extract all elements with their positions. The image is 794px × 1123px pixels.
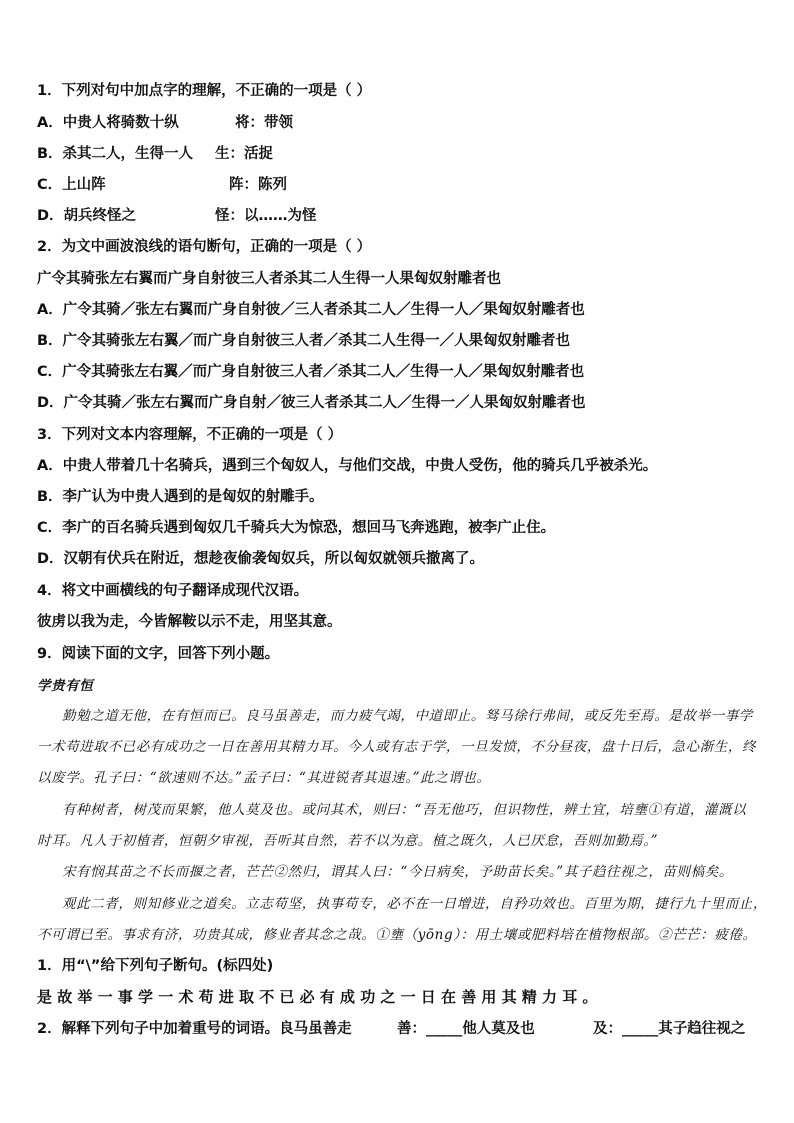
q2-option-b: B．广令其骑张左右翼／而广身自射彼三人者／杀其二人生得一／人果匈奴射雕者也 [37, 333, 571, 349]
sub2-line [37, 1020, 746, 1038]
sub2-stem: 2．解释下列句子中加着重号的词语。良马虽善走 [37, 1021, 352, 1037]
passage-p4-line1: 观此二者，则知修业之道矣。立志苟坚，执事苟专，必不在一日增进，自矜功效也。百里为期，捷行九十里而止， [62, 896, 767, 912]
q3-option-a: A．中贵人带着几十名骑兵，遇到三个匈奴人，与他们交战，中贵人受伤，他的骑兵几乎被杀光。 [37, 458, 658, 474]
passage-p3-line1: 宋有悯其苗之不长而揠之者，芒芒②然归，谓其人曰：“今日病矣，予助苗长矣。”其子趋往视之，苗则槁矣。 [62, 864, 733, 880]
q3-option-c: C．李广的百名骑兵遇到匈奴几千骑兵大为惊恐，想回马飞奔逃跑，被李广止住。 [37, 520, 556, 536]
q2-sentence: 广令其骑张左右翼而广身自射彼三人者杀其二人生得一人果匈奴射雕者也 [37, 271, 501, 287]
passage-title: 学贵有恒 [37, 678, 94, 694]
passage-p1-line2: 一术苟进取不已必有成功之一日在善用其精力耳。今人或有志于学，一旦发愤，不分昼夜，盘十日后，急心渐生，终 [37, 739, 757, 755]
sub1-stem: 1．用“\”给下列句子断句。(标四处) [37, 958, 274, 974]
passage-p1-line3: 以废学。孔子曰：“欲速则不达。”孟子曰：“其进锐者其退速。”此之谓也。 [37, 770, 491, 786]
q1-option-b-gloss: 生：活捉 [215, 146, 273, 162]
q4-sentence: 彼虏以我为走，今皆解鞍以示不走，用坚其意。 [37, 614, 342, 630]
q1-option-a-text: A．中贵人将骑数十纵 [37, 115, 179, 131]
q1-option-c [37, 176, 287, 194]
passage-p2-line2: 时耳。凡人于初植者，恒朝夕审视，吾听其自然，若不以为意。植之既久，人已厌怠，吾则加勤焉。” [37, 833, 659, 849]
sub2-part-b: 善：_____他人莫及也 [397, 1021, 535, 1037]
passage-p2-line1: 有种树者，树茂而果繁，他人莫及也。或问其术，则曰：“吾无他巧，但识物性，辨土宜，培壅①有道，灌溉以 [62, 802, 747, 818]
q9-stem: 9．阅读下面的文字，回答下列小题。 [37, 646, 280, 662]
q1-option-a-gloss: 将：带领 [235, 115, 293, 131]
passage-p1-line1: 勤勉之道无他，在有恒而已。良马虽善走，而力疲气竭，中道即止。驽马徐行弗间，或反先至焉。是故举一事学 [62, 708, 753, 724]
q3-option-d: D．汉朝有伏兵在附近，想趁夜偷袭匈奴兵，所以匈奴就领兵撤离了。 [37, 551, 485, 567]
sub2-part-c: 及：_____其子趋往视之 [593, 1021, 746, 1037]
q1-option-b-text: B．杀其二人，生得一人 [37, 146, 194, 162]
q3-option-b: B．李广认为中贵人遇到的是匈奴的射雕手。 [37, 489, 324, 505]
q2-option-d: D．广令其骑／张左右翼而广身自射／彼三人者杀其二人／生得一／人果匈奴射雕者也 [37, 395, 586, 411]
q3-stem: 3．下列对文本内容理解，不正确的一项是（ ） [37, 427, 343, 443]
q1-option-b [37, 145, 273, 163]
q2-option-c: C．广令其骑张左右翼／而广身自射彼三人者／杀其二人／生得一人／果匈奴射雕者也 [37, 364, 585, 380]
q1-option-d-gloss: 怪：以……为怪 [215, 208, 317, 224]
q1-stem: 1．下列对句中加点字的理解，不正确的一项是（ ） [37, 83, 372, 99]
q2-option-a: A．广令其骑／张左右翼而广身自射彼／三人者杀其二人／生得一人／果匈奴射雕者也 [37, 302, 585, 318]
q4-stem: 4．将文中画横线的句子翻译成现代汉语。 [37, 583, 309, 599]
sub1-sentence: 是故举一事学一术苟进取不已必有成功之一日在善用其精力耳。 [37, 988, 603, 1006]
q1-option-c-text: C．上山阵 [37, 177, 106, 193]
q1-option-c-gloss: 阵：陈列 [229, 177, 287, 193]
q1-option-a [37, 114, 293, 132]
passage-p4-line2: 不可谓已至。事求有济，功贵其成，修业者其念之哉。①壅（yōng）：用土壤或肥料培在植物根部。②芒芒：疲倦。 [37, 927, 757, 943]
q1-option-d-text: D．胡兵终怪之 [37, 208, 137, 224]
q1-option-d [37, 207, 317, 225]
q2-stem: 2．为文中画波浪线的语句断句，正确的一项是（ ） [37, 239, 372, 255]
